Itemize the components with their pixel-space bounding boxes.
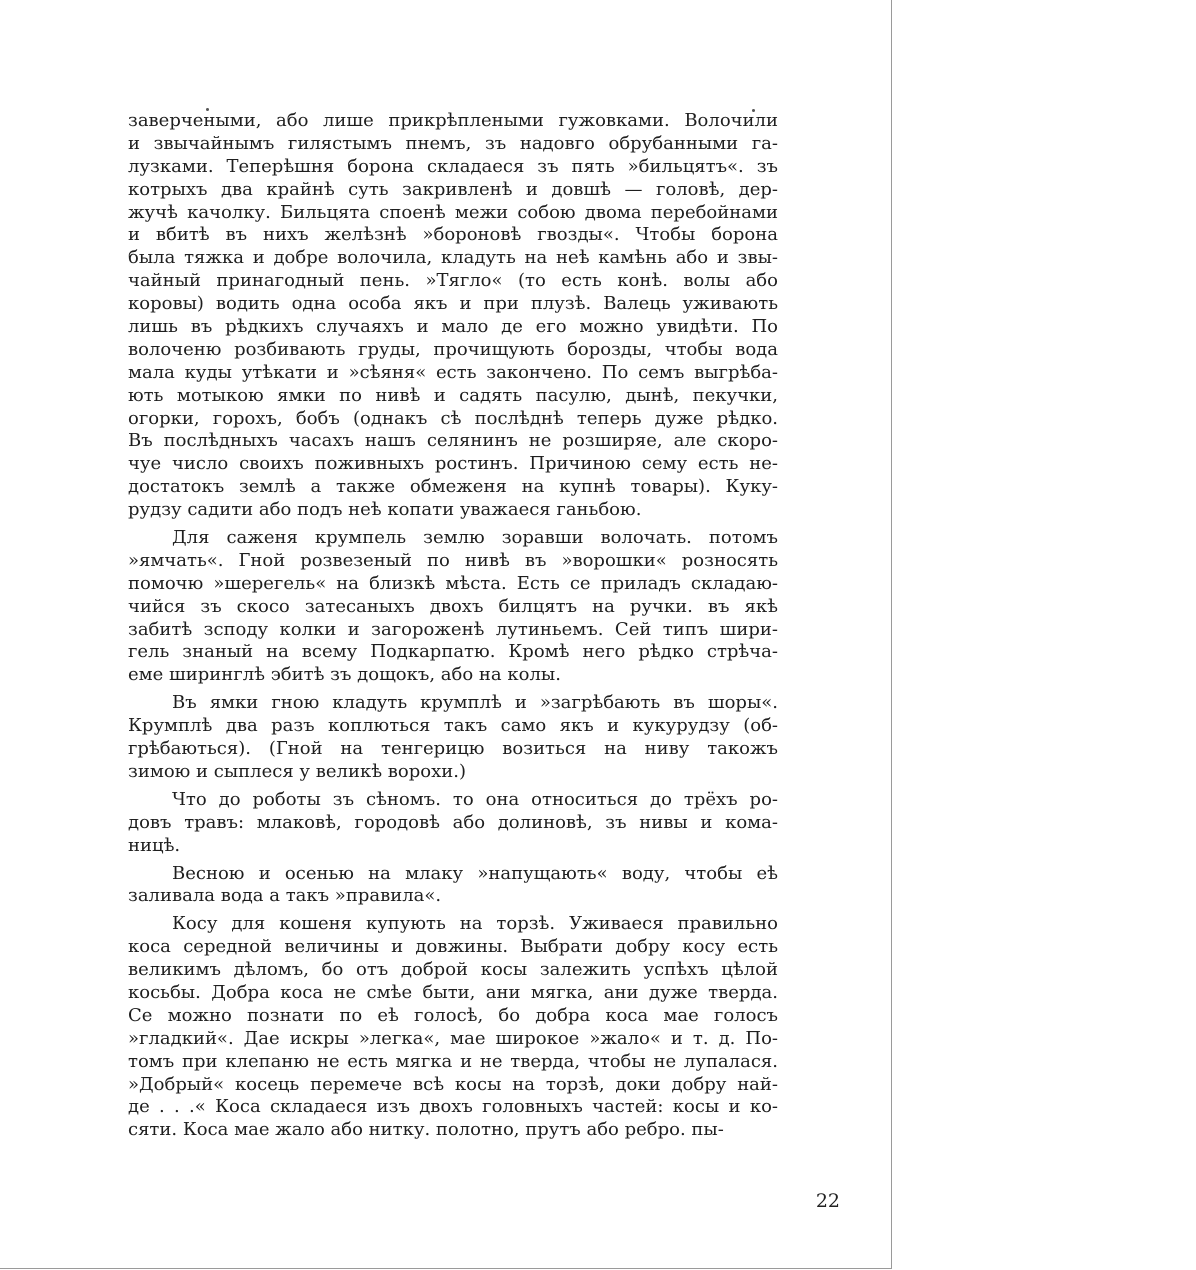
- text-line: »гладкий«. Дае искры »легка«, мае широкое »жало« и т. д. По-: [128, 1027, 778, 1049]
- text-line: еме ширинглѣ эбитѣ зъ дощокъ, або на колы.: [128, 664, 561, 686]
- text-line: великимъ дѣломъ, бо отъ доброй косы залежить успѣхъ цѣлой: [128, 959, 778, 981]
- text-line: зимою и сыплеся у великѣ ворохи.): [128, 760, 466, 782]
- text-line: довъ травъ: млаковѣ, городовѣ або долиновѣ, зъ нивы и кома-: [128, 811, 778, 833]
- text-line: »Добрый« косець перемече всѣ косы на торзѣ, доки добру най-: [128, 1073, 778, 1095]
- text-line: коса середной величины и довжины. Выбрати добру косу есть: [128, 936, 778, 958]
- text-line: мала куды утѣкати и »сѣяня« есть закончено. По семъ выгрѣба-: [128, 361, 778, 383]
- text-line: заверчеными, або лише прикрѣплеными гужовками. Волочили: [128, 110, 778, 131]
- text-line: Для саженя крумпель землю зоравши волочать. потомъ: [172, 527, 778, 549]
- paragraph: [128, 110, 778, 522]
- text-line: достатокъ землѣ а также обмеженя на купнѣ товары). Куку-: [128, 476, 778, 498]
- text-line: »ямчать«. Гной розвезеный по нивѣ въ »ворошки« розносять: [128, 549, 778, 571]
- text-line: гель знаный на всему Подкарпатю. Кромѣ него рѣдко стрѣча-: [128, 641, 778, 663]
- text-line: жучѣ качолку. Бильцята споенѣ межи собою двома перебойнами: [128, 201, 778, 223]
- text-line: Въ ямки гною кладуть крумплѣ и »загрѣбають въ шоры«.: [172, 692, 778, 714]
- text-line: огорки, горохъ, бобъ (однакъ сѣ послѣднѣ теперь дуже рѣдко.: [128, 407, 778, 429]
- text-line: лузками. Теперѣшня борона складаеся зъ пять »бильцятъ«. зъ: [128, 155, 778, 177]
- text-line: грѣбаються). (Гной на тенгерицю возиться на ниву такожъ: [128, 738, 778, 760]
- text-line: Весною и осенью на млаку »напущають« воду, чтобы еѣ: [172, 862, 778, 884]
- text-line: Что до роботы зъ сѣномъ. то она относиться до трёхъ ро-: [172, 788, 778, 810]
- paragraph: [128, 863, 778, 909]
- text-line: ницѣ.: [128, 834, 181, 856]
- text-line: сяти. Коса мае жало або нитку. полотно, прутъ або ребро. пы-: [128, 1119, 724, 1141]
- text-line: де . . .« Коса складаеся изъ двохъ головныхъ частей: косы и ко-: [128, 1096, 778, 1118]
- paragraph: [128, 692, 778, 784]
- text-line: чайный принагодный пень. »Тягло« (то есть конѣ. волы або: [128, 270, 778, 292]
- page-number: 22: [815, 1190, 840, 1212]
- text-line: чийся зъ скосо затесаныхъ двохъ билцятъ на ручки. въ якѣ: [128, 595, 778, 617]
- paragraph: [128, 527, 778, 687]
- text-line: чуе число своихъ поживныхъ ростинъ. Причиною сему есть не-: [128, 453, 778, 475]
- text-line: томъ при клепаню не есть мягка и не тверда, чтобы не лупалася.: [128, 1050, 778, 1072]
- text-line: Косу для кошеня купують на торзѣ. Уживаеся правильно: [172, 913, 778, 935]
- text-line: коровы) водить одна особа якъ и при плузѣ. Валець уживають: [128, 293, 778, 315]
- text-line: и звычайнымъ гилястымъ пнемъ, зъ надовго обрубанными га-: [128, 132, 778, 154]
- text-line: забитѣ зсподу колки и загороженѣ лутиньемъ. Сей типъ шири-: [128, 618, 778, 640]
- text-line: была тяжка и добре волочила, кладуть на неѣ камѣнь або и звы-: [128, 247, 778, 269]
- text-line: косьбы. Добра коса не смѣе быти, ани мягка, ани дуже тверда.: [128, 981, 778, 1003]
- text-line: рудзу садити або подъ неѣ копати уважаеся ганьбою.: [128, 499, 642, 521]
- text-line: помочю »шерегель« на близкѣ мѣста. Есть се приладъ складаю-: [128, 572, 778, 594]
- text-line: лишь въ рѣдкихъ случаяхъ и мало де его можно увидѣти. По: [128, 316, 778, 338]
- text-line: Крумплѣ два разъ коплються такъ само якъ и кукурудзу (об-: [128, 715, 778, 737]
- text-line: волоченю розбивають груды, прочищують борозды, чтобы вода: [128, 338, 778, 360]
- paragraph: [128, 789, 778, 858]
- text-line: котрыхъ два крайнѣ суть закривленѣ и довшѣ — головѣ, дер-: [128, 178, 778, 200]
- text-line: заливала вода а такъ »правила«.: [128, 885, 442, 907]
- body-text: [128, 110, 778, 1142]
- text-line: Въ послѣдныхъ часахъ нашъ селянинъ не розширяе, але скоро-: [128, 430, 778, 452]
- text-line: и вбитѣ въ нихъ желѣзнѣ »бороновѣ гвозды«. Чтобы борона: [128, 224, 778, 246]
- paragraph: [128, 913, 778, 1142]
- text-line: ють мотыкою ямки по нивѣ и садять пасулю, дынѣ, пекучки,: [128, 384, 778, 406]
- text-line: Се можно познати по еѣ голосѣ, бо добра коса мае голосъ: [128, 1004, 778, 1026]
- scanned-text-block: [128, 110, 778, 1170]
